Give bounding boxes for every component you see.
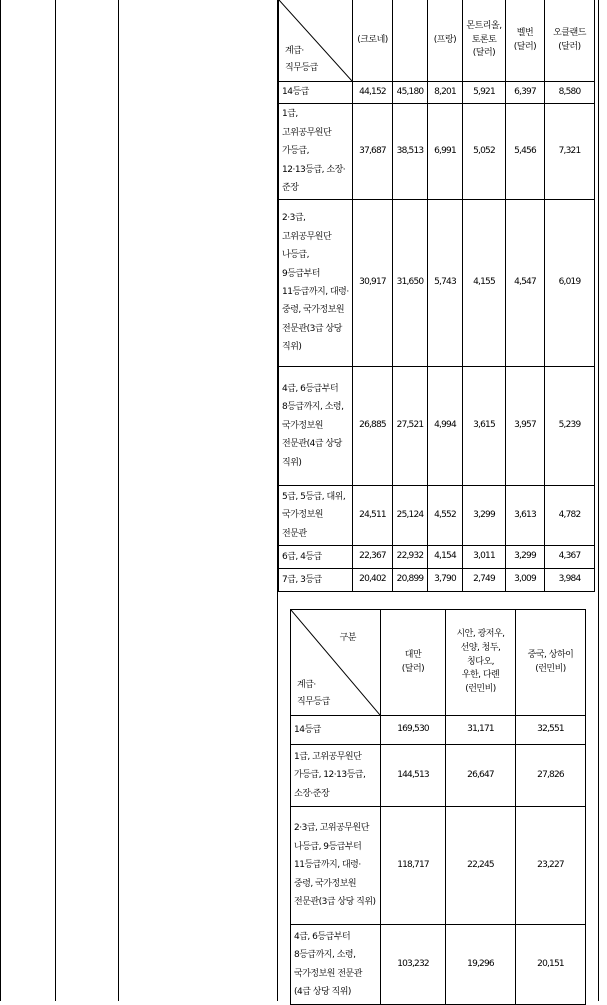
grade-label: 2·3급, 고위공무원단 나등급, 9등급부터 11등급까지, 대령·중령, 국가정보원 전문관(3급 상당 직위) [279,200,353,367]
amount-cell: 4,552 [428,486,463,546]
amount-cell: 3,011 [463,546,506,569]
amount-cell: 8,201 [428,82,463,104]
currency-header: (크로네) [353,0,393,82]
table-row [279,200,595,367]
amount-cell: 4,155 [463,200,506,367]
table-row [291,745,586,807]
grade-label: 2·3급, 고위공무원단 나등급, 9등급부터 11등급까지, 대령·중령, 국가정보원 전문관(3급 상당 직위) [291,807,381,925]
amount-cell: 31,650 [393,200,428,367]
amount-cell: 3,299 [506,546,545,569]
table-row [279,569,595,592]
table-2-header-row [291,610,586,716]
amount-cell: 5,052 [463,104,506,200]
amount-cell: 3,009 [506,569,545,592]
amount-cell: 2,749 [463,569,506,592]
amount-cell: 3,984 [545,569,595,592]
currency-header: 대만 (달러) [381,610,446,716]
corner-label-top: 구분 [339,633,356,643]
amount-cell: 169,530 [381,716,446,745]
amount-cell: 30,917 [353,200,393,367]
currency-header: 중국, 상하이 (런민비) [516,610,586,716]
currency-header: 벨번 (달러) [506,0,545,82]
corner-label: 계급· 직무등급 [285,45,318,73]
currency-header [393,0,428,82]
amount-cell: 6,019 [545,200,595,367]
table-row [291,807,586,925]
table-row [291,716,586,745]
amount-cell: 5,921 [463,82,506,104]
allowance-table-1 [278,0,595,592]
amount-cell: 20,402 [353,569,393,592]
amount-cell: 24,511 [353,486,393,546]
table-row [279,546,595,569]
grade-label: 7급, 3등급 [279,569,353,592]
amount-cell: 37,687 [353,104,393,200]
amount-cell: 103,232 [381,925,446,1005]
amount-cell: 32,551 [516,716,586,745]
grade-label: 6급, 4등급 [279,546,353,569]
amount-cell: 3,790 [428,569,463,592]
amount-cell: 4,367 [545,546,595,569]
table-row [291,925,586,1005]
currency-header: (프랑) [428,0,463,82]
amount-cell: 31,171 [446,716,516,745]
amount-cell: 25,124 [393,486,428,546]
page-border-left [0,0,1,1001]
amount-cell: 6,991 [428,104,463,200]
amount-cell: 4,547 [506,200,545,367]
currency-header: 시안, 광저우, 선양, 청두, 칭다오, 우한, 다롄 (런민비) [446,610,516,716]
grade-label: 4급, 6등급부터 8등급까지, 소령, 국가정보원 전문관(4급 상당 직위) [291,925,381,1005]
table-1-corner-cell [279,0,353,82]
amount-cell: 27,826 [516,745,586,807]
grade-label: 4급, 6등급부터 8등급까지, 소령, 국가정보원 전문관(4급 상당 직위) [279,367,353,486]
amount-cell: 26,885 [353,367,393,486]
amount-cell: 26,647 [446,745,516,807]
amount-cell: 44,152 [353,82,393,104]
amount-cell: 38,513 [393,104,428,200]
table-row [279,82,595,104]
grade-label: 1급, 고위공무원단 가등급, 12·13등급, 소장·준장 [279,104,353,200]
currency-header: 오클랜드 (달러) [545,0,595,82]
amount-cell: 19,296 [446,925,516,1005]
amount-cell: 45,180 [393,82,428,104]
grade-label: 14등급 [291,716,381,745]
amount-cell: 6,397 [506,82,545,104]
amount-cell: 5,239 [545,367,595,486]
table-row [279,367,595,486]
amount-cell: 3,613 [506,486,545,546]
amount-cell: 22,932 [393,546,428,569]
amount-cell: 144,513 [381,745,446,807]
table-row [279,486,595,546]
column-divider-1 [55,0,56,1001]
currency-header: 몬트리올, 토론토 (달러) [463,0,506,82]
amount-cell: 3,299 [463,486,506,546]
allowance-table-2 [290,609,586,1005]
amount-cell: 4,994 [428,367,463,486]
amount-cell: 5,743 [428,200,463,367]
amount-cell: 3,615 [463,367,506,486]
amount-cell: 4,782 [545,486,595,546]
amount-cell: 4,154 [428,546,463,569]
amount-cell: 5,456 [506,104,545,200]
table-1-header-row [279,0,595,82]
corner-label-bottom: 계급· 직무등급 [297,679,330,707]
grade-label: 1급, 고위공무원단 가등급, 12·13등급, 소장·준장 [291,745,381,807]
amount-cell: 23,227 [516,807,586,925]
grade-label: 5급, 5등급, 대위, 국가정보원 전문관 [279,486,353,546]
amount-cell: 27,521 [393,367,428,486]
grade-label: 14등급 [279,82,353,104]
table-row [279,104,595,200]
amount-cell: 118,717 [381,807,446,925]
amount-cell: 20,899 [393,569,428,592]
amount-cell: 22,245 [446,807,516,925]
column-divider-2 [118,0,119,1001]
amount-cell: 7,321 [545,104,595,200]
amount-cell: 20,151 [516,925,586,1005]
amount-cell: 22,367 [353,546,393,569]
table-2-corner-cell [291,610,381,716]
page-border-right [598,0,599,1001]
amount-cell: 8,580 [545,82,595,104]
amount-cell: 3,957 [506,367,545,486]
